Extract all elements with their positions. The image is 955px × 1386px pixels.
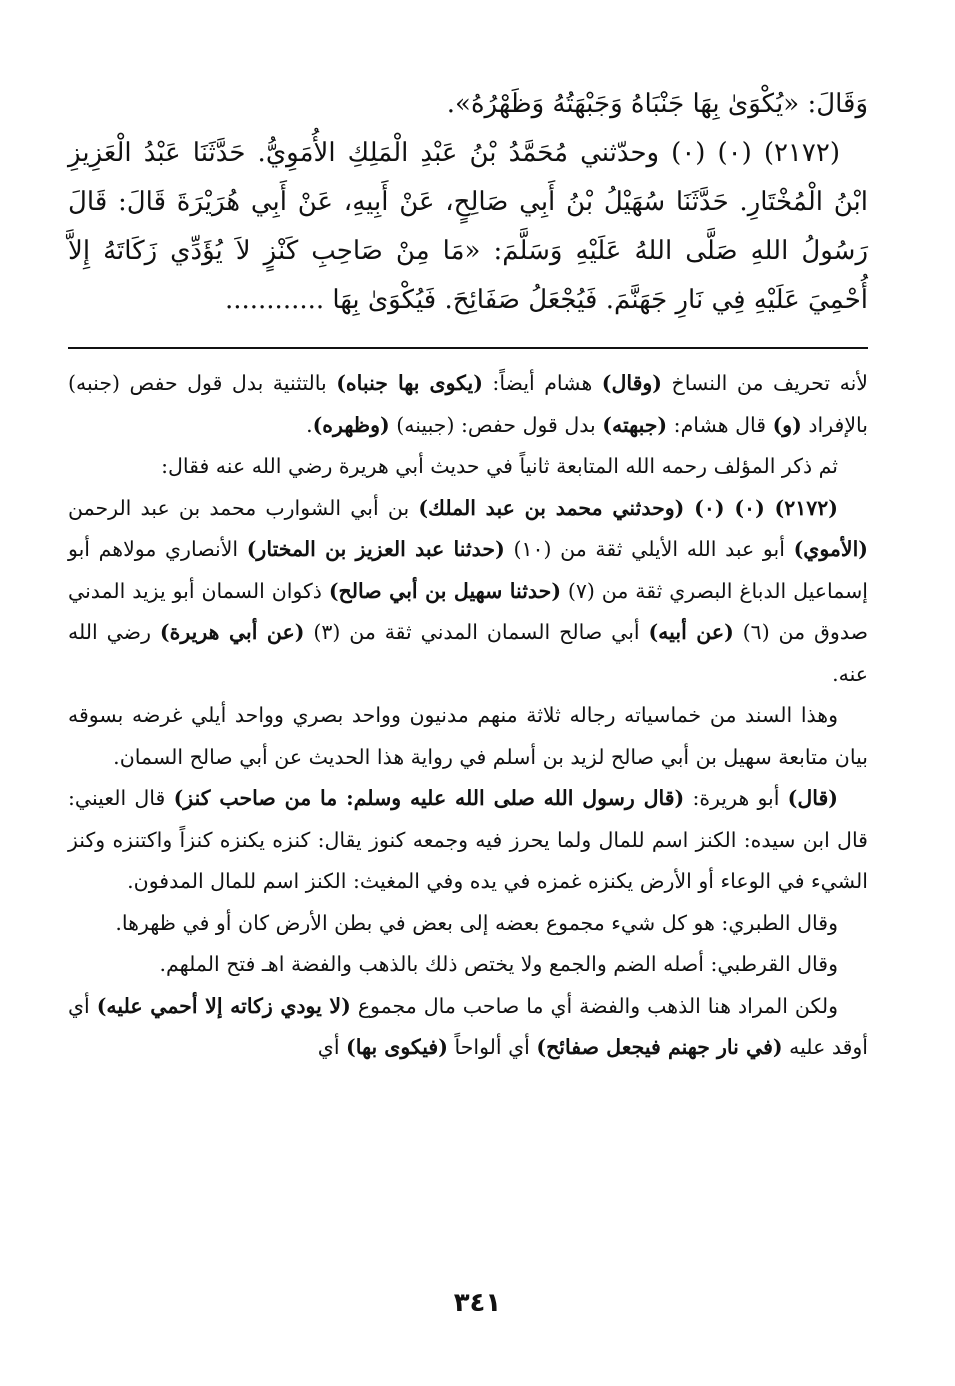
footnote-divider [68,347,868,349]
bold-quote: (وظهره) [312,412,390,437]
text-span: قال هشام: [667,412,773,437]
bold-quote: (فيكوى بها) [346,1035,448,1059]
commentary-paragraph-2: ثم ذكر المؤلف رحمه الله المتابعة ثانياً في حديث أبي هريرة رضي الله عنه فقال: [161,454,838,478]
text-span: أبو عبد الله الأيلي ثقة من (١٠) [504,537,794,561]
text-span: الأنصاري مولاهم أبو إسماعيل الدباغ البصري ثقة من (٧) [68,537,869,603]
bold-quote: (حدثنا عبد العزيز بن المختار) [246,537,505,561]
bold-quote: (و) [772,412,802,437]
bold-quote: (الأموي) [793,537,868,561]
commentary-paragraph-3 [68,488,868,696]
bold-quote: (عن أبي هريرة) [159,620,305,644]
bold-quote: (قال) [787,786,839,810]
commentary-paragraph-5 [68,778,868,903]
page-number: ٣٤١ [453,1288,502,1318]
text-span: هشام أيضاً: [482,371,602,395]
commentary-paragraph-4: وهذا السند من خماسياته رجاله ثلاثة منهم مدنيون وواحد بصري وواحد أيلي غرضه بسوقه بيان متابعة سهيل بن أبي صالح لزيد بن أسلم في رواية هذا الحديث عن أبي صالح السمان. [68,703,868,769]
text-span: ولكن المراد هنا الذهب والفضة أي ما صاحب مال مجموع [350,993,838,1018]
bold-quote: (حدثنا سهيل بن أبي صالح) [328,578,562,603]
commentary-paragraph-7: وقال القرطبي: أصله الضم والجمع ولا يختص ذلك بالذهب والفضة اهـ فتح الملهم. [159,952,838,976]
bold-quote: (قال رسول الله صلى الله عليه وسلم: ما من صاحب كنز) [173,786,685,810]
text-span: . [306,412,313,437]
text-span: رضي الله عنه. [68,620,868,686]
bold-quote: (٢١٧٢) (٠) (٠) (وحدثني محمد بن عبد الملك) [418,495,838,520]
hadith-paragraph: (٢١٧٢) (٠) (٠) وحدّثني مُحَمَّدُ بْنُ عَبْدِ الْمَلِكِ الأُمَوِيُّ. حَدَّثَنَا عَبْدُ الْعَزِيزِ ابْنُ الْمُخْتَارِ. حَدَّثَنَا سُهَيْلُ بْنُ أَبِي صَالِحٍ، عَنْ أَبِيهِ، عَنْ أَبِي هُرَيْرَةَ قَالَ: قَالَ رَسُولُ اللهِ صَلَّى اللهُ عَلَيْهِ وَسَلَّمَ: «مَا مِنْ صَاحِبِ كَنْزٍ لاَ يُؤَدِّي زَكَاتَهُ إِلاَّ أُحْمِيَ عَلَيْهِ فِي نَارِ جَهَنَّمَ. فَيُجْعَلُ صَفَائِحَ. فَيُكْوَىٰ بِهَا ............ [68,138,868,315]
commentary-block [68,363,868,1069]
bold-quote: (وقال) [601,371,662,395]
bold-quote: (عن أبيه) [648,620,734,644]
text-span: أي ألواحاً [447,1035,537,1059]
text-span: أي [317,1035,347,1059]
commentary-paragraph-6: وقال الطبري: هو كل شيء مجموع بعضه إلى بعض في بطن الأرض كان أو في ظهرها. [115,910,838,935]
text-span: لأنه تحريف من النساخ [662,371,868,395]
book-page [68,80,868,1310]
hadith-line: وَقَالَ: «يُكْوَىٰ بِهَا جَنْبَاهُ وَجَبْهَتُهُ وَظَهْرُهُ». [446,89,868,119]
text-span: بدل قول حفص: (جبينه) [389,412,603,437]
text-span: بالتثنية بدل قول حفص (جنبه) بالإفراد [68,371,868,437]
text-span: أي أوقد عليه [68,993,868,1059]
text-span: قال العيني: قال ابن سيده: الكنز اسم للمال ولما يحرز فيه وجمعه كنوز يقال: كنزه يكنزه كنزاً واكتنزه وكنز الشيء في الوعاء أو الأرض يكنزه غمزه في يده وفي المغيث: الكنز اسم للمال المدفون. [68,786,868,893]
bold-quote: (يكوى بها جنباه) [336,371,483,395]
text-span: ذكوان السمان أبو يزيد المدني صدوق من (٦) [68,578,868,644]
text-span: أبي صالح السمان المدني ثقة من (٣) [304,620,649,644]
hadith-text-block [68,80,868,325]
bold-quote: (في نار جهنم فيجعل صفائح) [536,1035,783,1059]
commentary-paragraph-1 [68,363,868,446]
bold-quote: (لا يودي زكاته إلا أحمي عليه) [96,993,351,1018]
text-span: أبو هريرة: [684,786,788,810]
bold-quote: (جبهته) [602,412,668,437]
text-span: بن أبي الشوارب محمد بن عبد الرحمن [68,495,419,520]
commentary-paragraph-8 [68,986,868,1069]
